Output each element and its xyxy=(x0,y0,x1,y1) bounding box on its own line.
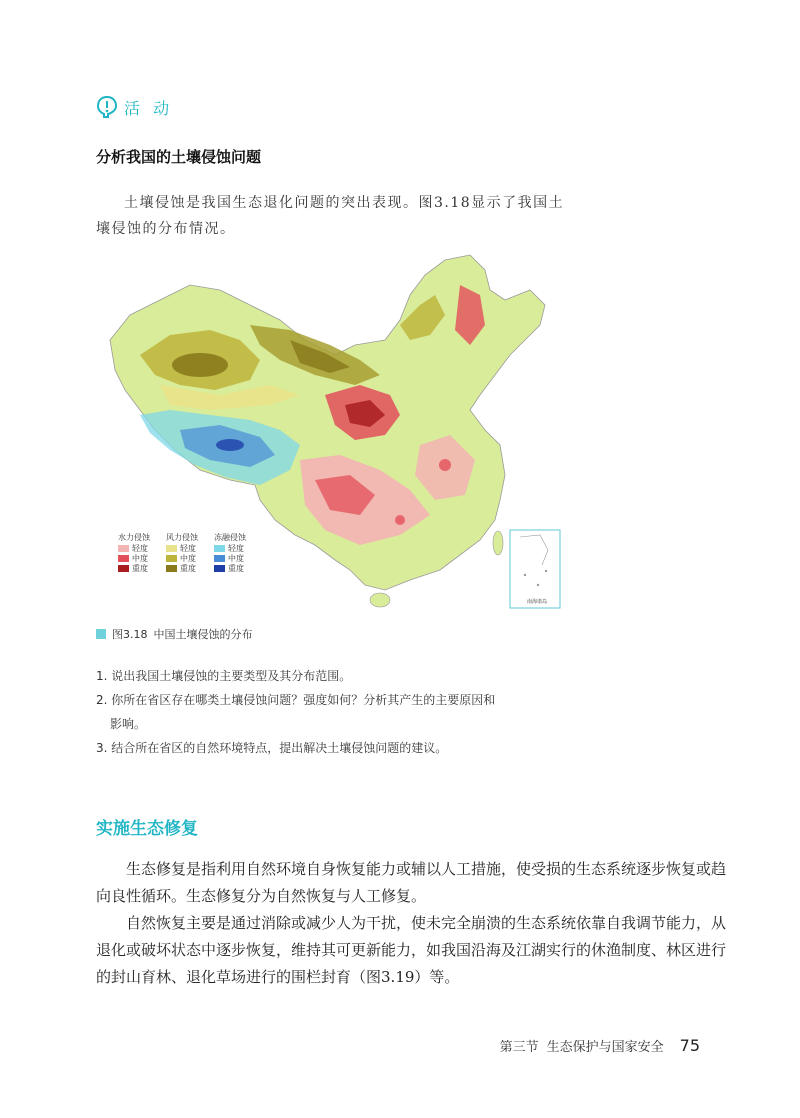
question-list xyxy=(96,664,576,760)
question-3: 3. 结合所在省区的自然环境特点，提出解决土壤侵蚀问题的建议。 xyxy=(96,741,448,755)
legend-water-medium: 中度 xyxy=(132,554,148,563)
hainan xyxy=(370,593,390,607)
legend-freeze-medium: 中度 xyxy=(228,554,244,563)
legend-title-wind: 风力侵蚀 xyxy=(166,533,198,542)
legend-freeze xyxy=(214,532,247,573)
swatch-freeze-light xyxy=(214,545,225,552)
china-map-svg xyxy=(100,245,570,615)
swatch-water-medium xyxy=(118,555,129,562)
body-paragraph-1: 生态修复是指利用自然环境自身恢复能力或辅以人工措施，使受损的生态系统逐步恢复或趋向良性循环。生态修复分为自然恢复与人工修复。 xyxy=(96,860,727,905)
freeze-thaw-heavy xyxy=(216,439,244,451)
caption-text: 中国土壤侵蚀的分布 xyxy=(153,628,253,641)
wind-erosion-heavy-west xyxy=(172,353,228,377)
activity-header xyxy=(96,92,173,122)
swatch-freeze-heavy xyxy=(214,565,225,572)
legend-wind xyxy=(166,532,199,573)
swatch-wind-heavy xyxy=(166,565,177,572)
page-number: 75 xyxy=(679,1036,700,1055)
activity-label: 活 动 xyxy=(124,98,174,118)
swatch-water-light xyxy=(118,545,129,552)
legend-title-water: 水力侵蚀 xyxy=(118,533,150,542)
map-legend xyxy=(118,532,247,573)
legend-freeze-heavy: 重度 xyxy=(228,564,244,573)
legend-wind-light: 轻度 xyxy=(180,544,196,553)
legend-wind-medium: 中度 xyxy=(180,554,196,563)
erosion-map xyxy=(100,245,570,615)
legend-wind-heavy: 重度 xyxy=(180,564,196,573)
footer-title: 生态保护与国家安全 xyxy=(546,1040,664,1055)
section-heading: 实施生态修复 xyxy=(96,819,198,839)
activity-icon xyxy=(96,95,118,119)
figure-caption xyxy=(96,626,253,642)
swatch-water-heavy xyxy=(118,565,129,572)
legend-title-freeze: 冻融侵蚀 xyxy=(214,533,246,542)
section-body xyxy=(96,856,726,991)
inset-label: 南海诸岛 xyxy=(526,599,548,605)
question-2-cont: 影响。 xyxy=(110,717,147,731)
swatch-freeze-medium xyxy=(214,555,225,562)
footer-section: 第三节 xyxy=(499,1040,539,1055)
swatch-wind-medium xyxy=(166,555,177,562)
taiwan xyxy=(493,531,503,555)
swatch-wind-light xyxy=(166,545,177,552)
legend-water-heavy: 重度 xyxy=(132,564,148,573)
south-china-sea-inset xyxy=(510,530,560,608)
legend-water xyxy=(118,532,151,573)
question-1: 1. 说出我国土壤侵蚀的主要类型及其分布范围。 xyxy=(96,669,352,683)
question-2: 2. 你所在省区存在哪类土壤侵蚀问题？强度如何？分析其产生的主要原因和 xyxy=(96,693,496,707)
legend-freeze-light: 轻度 xyxy=(228,544,244,553)
legend-water-light: 轻度 xyxy=(132,544,148,553)
page-footer xyxy=(500,1036,700,1055)
caption-number: 图3.18 xyxy=(112,628,148,641)
activity-title: 分析我国的土壤侵蚀问题 xyxy=(96,148,262,166)
body-paragraph-2: 自然恢复主要是通过消除或减少人为干扰，使未完全崩溃的生态系统依靠自我调节能力，从退化或破坏状态中逐步恢复，维持其可更新能力，如我国沿海及江湖实行的休渔制度、林区进行的封山育林、退化草场进行的围栏封育（图3.19）等。 xyxy=(96,914,727,986)
intro-paragraph: 土壤侵蚀是我国生态退化问题的突出表现。图3.18显示了我国土壤侵蚀的分布情况。 xyxy=(96,195,565,237)
caption-marker xyxy=(96,629,106,639)
